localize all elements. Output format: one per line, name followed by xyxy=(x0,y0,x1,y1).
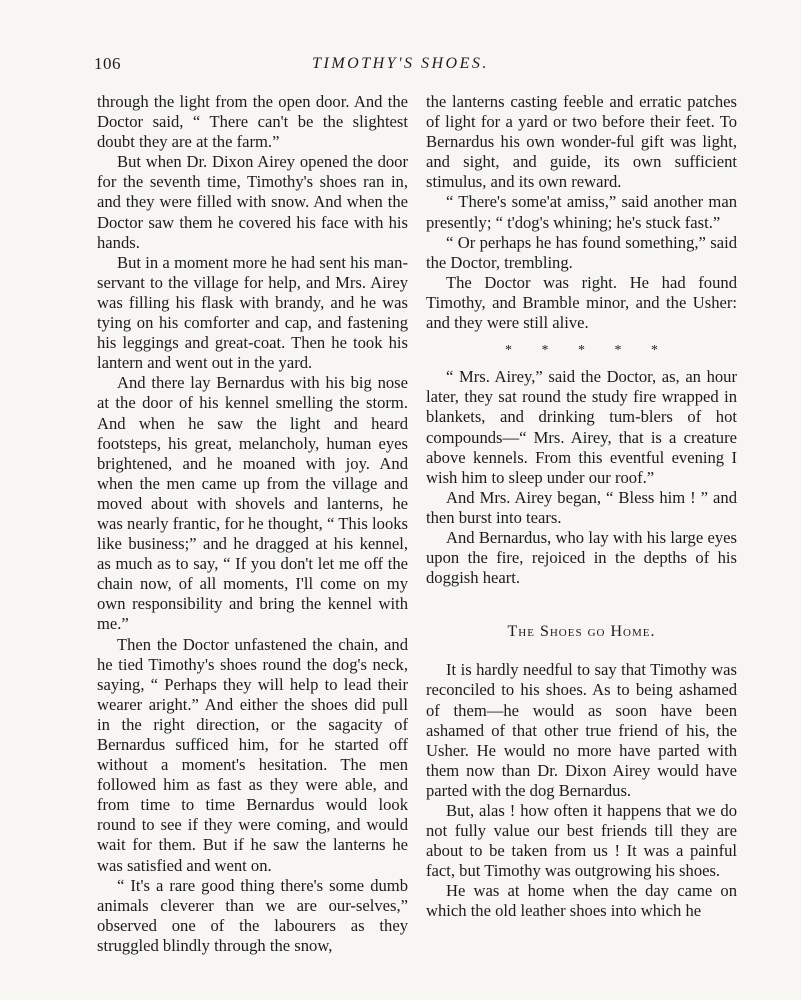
paragraph: And there lay Bernardus with his big nose at the door of his kennel smelling the storm. And when he saw the light and heard footsteps, his great, melancholy, human eyes brightened, and he moaned with joy. And when the men came up from the village and moved about with shovels and lanterns, he was nearly frantic, for he thought, “ This looks like business;” and he dragged at his kennel, as much as to say, “ If you don't let me off the chain now, of all moments, I'll come on my own responsibility and bring the kennel with me.” xyxy=(97,373,408,634)
paragraph: And Bernardus, who lay with his large eyes upon the fire, rejoiced in the depths of his doggish heart. xyxy=(426,527,737,588)
paragraph: But in a moment more he had sent his man-servant to the village for help, and Mrs. Airey was filling his flask with brandy, and he was tying on his comforter and cap, and fastening his leggings and great-coat. Then he took his lantern and went out in the yard. xyxy=(97,252,408,373)
paragraph: “ Mrs. Airey,” said the Doctor, as, an hour later, they sat round the study fire wrapped in blankets, and drinking tum-blers of hot compounds—“ Mrs. Airey, that is a creature above kennels. From this eventful evening I wish him to sleep under our roof.” xyxy=(426,367,737,487)
paragraph: And Mrs. Airey began, “ Bless him ! ” and then burst into tears. xyxy=(426,487,737,527)
page-number: 106 xyxy=(94,54,121,73)
paragraph: But, alas ! how often it happens that we do not fully value our best friends till they are about to be taken from us ! It was a painful fact, but Timothy was outgrowing his shoes. xyxy=(426,801,737,881)
paragraph: the lanterns casting feeble and erratic patches of light for a yard or two before their feet. To Bernardus his own wonder-ful gift was light, and sight, and guide, its own sufficient stimulus, and its own reward. xyxy=(426,92,737,192)
right-column xyxy=(426,92,737,922)
running-head: TIMOTHY'S SHOES. xyxy=(312,55,489,72)
paragraph: The Doctor was right. He had found Timothy, and Bramble minor, and the Usher: and they were still alive. xyxy=(426,272,737,333)
paragraph: “ It's a rare good thing there's some dumb animals cleverer than we are our-selves,” observed one of the labourers as they struggled blindly through the snow, xyxy=(97,875,408,955)
paragraph: It is hardly needful to say that Timothy was reconciled to his shoes. As to being ashamed of them—he would as soon have been ashamed of that other true friend of his, the Usher. He would no more have parted with them now than Dr. Dixon Airey would have parted with the dog Bernardus. xyxy=(426,660,737,800)
paragraph: He was at home when the day came on which the old leather shoes into which he xyxy=(426,881,737,921)
paragraph: Then the Doctor unfastened the chain, and he tied Timothy's shoes round the dog's neck, saying, “ Perhaps they will help to lead their wearer aright.” And either the shoes did pull in the right direction, or the sagacity of Bernardus sufficed him, for he started off without a moment's hesitation. The men followed him as fast as they were able, and from time to time Bernardus would look round to see if they were coming, and would wait for them. But if he saw the lanterns he was satisfied and went on. xyxy=(97,634,408,875)
section-break: * * * * * xyxy=(505,343,658,359)
paragraph: “ There's some'at amiss,” said another man presently; “ t'dog's whining; he's stuck fast.” xyxy=(426,192,737,232)
section-heading: The Shoes go Home. xyxy=(507,623,656,641)
paragraph: through the light from the open door. And the Doctor said, “ There can't be the slightest doubt they are at the farm.” xyxy=(97,92,408,152)
paragraph: But when Dr. Dixon Airey opened the door for the seventh time, Timothy's shoes ran in, and they were filled with snow. And when the Doctor saw them he covered his face with his hands. xyxy=(97,152,408,252)
paragraph: “ Or perhaps he has found something,” said the Doctor, trembling. xyxy=(426,232,737,272)
left-column xyxy=(97,92,408,956)
